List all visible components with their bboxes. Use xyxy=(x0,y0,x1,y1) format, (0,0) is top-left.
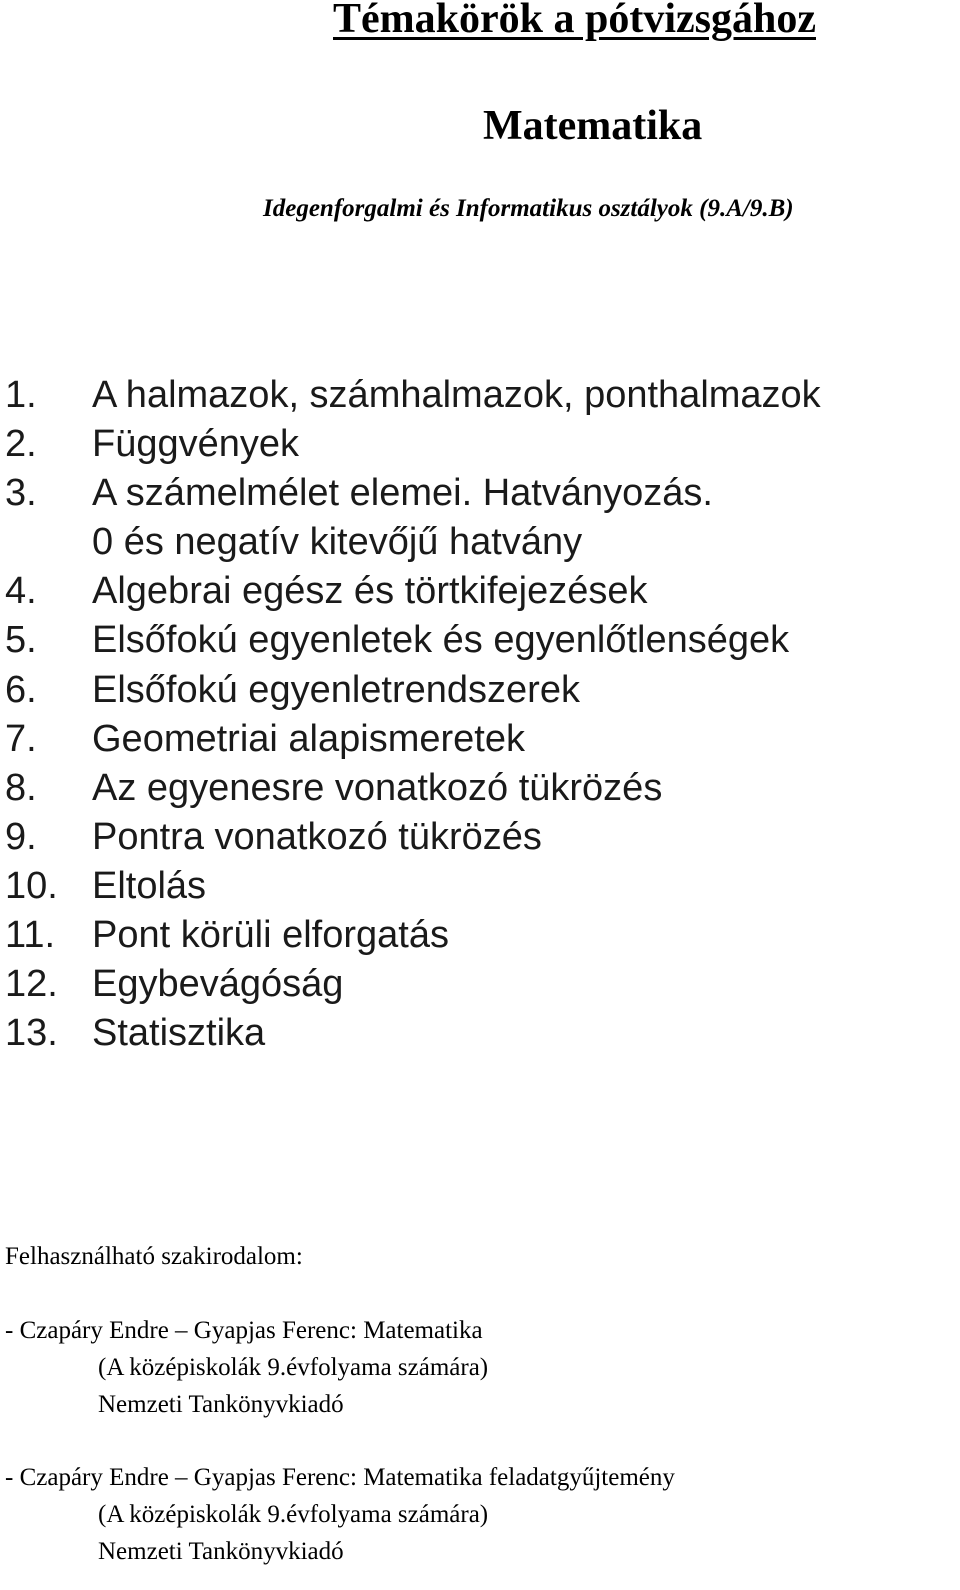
topic-text: Elsőfokú egyenletrendszerek xyxy=(92,668,580,711)
classes-subtitle: Idegenforgalmi és Informatikus osztályok (9.A/9.B) xyxy=(263,195,794,222)
topic-text: Pontra vonatkozó tükrözés xyxy=(92,815,542,858)
topic-text: 0 és negatív kitevőjű hatvány xyxy=(92,521,583,564)
topic-text: Statisztika xyxy=(92,1012,266,1055)
book-2-publisher: Nemzeti Tankönyvkiadó xyxy=(98,1538,344,1565)
literature-heading: Felhasználható szakirodalom: xyxy=(5,1243,303,1270)
topic-text: Egybevágóság xyxy=(92,963,344,1006)
topic-number: 5. xyxy=(5,619,37,662)
topic-number: 4. xyxy=(5,570,37,613)
topic-number: 7. xyxy=(5,717,37,760)
book-2-author-title: - Czapáry Endre – Gyapjas Ferenc: Matematika feladatgyűjtemény xyxy=(5,1464,675,1491)
topic-text: Az egyenesre vonatkozó tükrözés xyxy=(92,766,663,809)
topic-text: A számelmélet elemei. Hatványozás. xyxy=(92,472,713,515)
topic-text: Függvények xyxy=(92,423,300,466)
topic-number: 13. xyxy=(5,1012,58,1055)
topic-number: 9. xyxy=(5,815,37,858)
topic-number: 6. xyxy=(5,668,37,711)
topic-text: Pont körüli elforgatás xyxy=(92,914,449,957)
book-1-publisher: Nemzeti Tankönyvkiadó xyxy=(98,1391,344,1418)
topic-text: Elsőfokú egyenletek és egyenlőtlenségek xyxy=(92,619,790,662)
book-1-author-title: - Czapáry Endre – Gyapjas Ferenc: Matematika xyxy=(5,1317,483,1344)
page-title: Témakörök a pótvizsgához xyxy=(333,0,816,42)
book-2-audience: (A középiskolák 9.évfolyama számára) xyxy=(98,1501,489,1528)
topic-number: 2. xyxy=(5,423,37,466)
topic-number: 10. xyxy=(5,864,58,907)
topic-number: 11. xyxy=(5,914,56,957)
topic-number: 1. xyxy=(5,374,37,416)
topic-text: Geometriai alapismeretek xyxy=(92,717,525,760)
book-1-audience: (A középiskolák 9.évfolyama számára) xyxy=(98,1354,489,1381)
topic-number: 3. xyxy=(5,472,37,515)
topic-text: A halmazok, számhalmazok, ponthalmazok xyxy=(92,374,821,416)
topic-number: 12. xyxy=(5,963,58,1006)
topic-number: 8. xyxy=(5,766,37,809)
topic-text: Algebrai egész és törtkifejezések xyxy=(92,570,648,613)
topic-text: Eltolás xyxy=(92,864,207,907)
subject-heading: Matematika xyxy=(483,103,703,149)
